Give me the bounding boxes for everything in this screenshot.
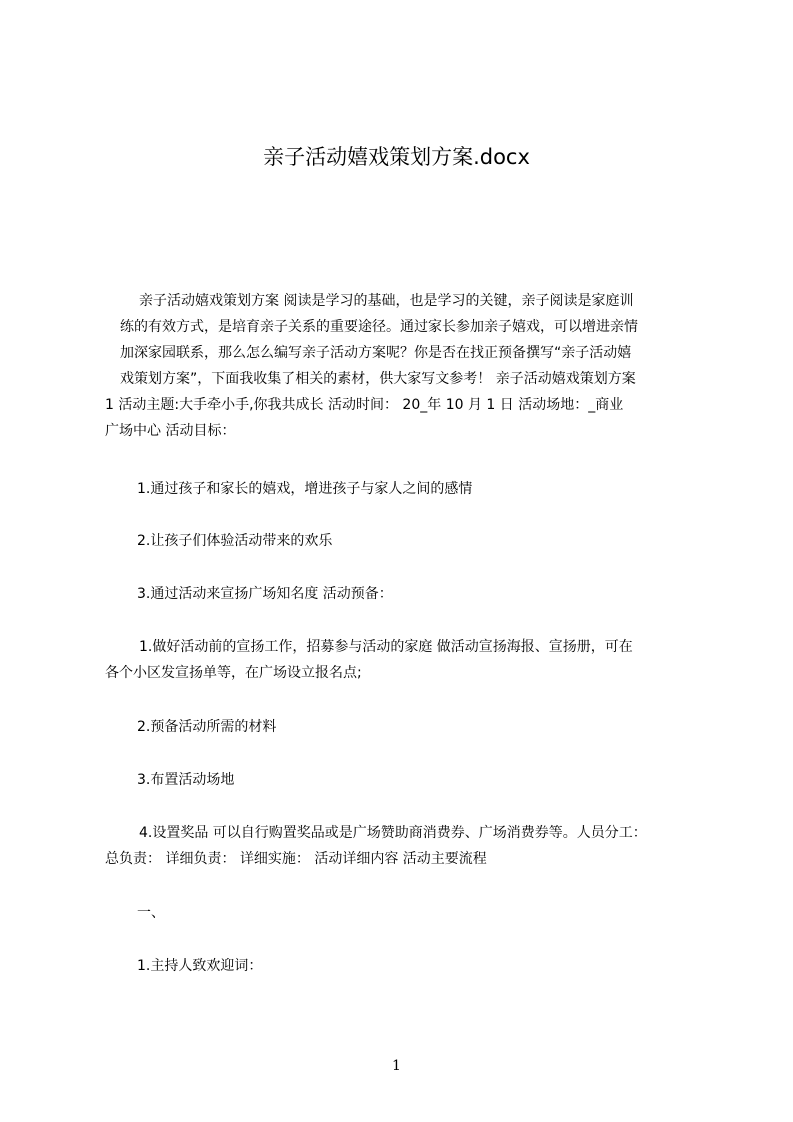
paragraph-line: 1.做好活动前的宣扬工作，招募参与活动的家庭 做活动宣扬海报、宣扬册，可在 bbox=[139, 639, 633, 655]
paragraph-line: 1 活动主题:大手牵小手,你我共成长 活动时间： 20_年 10 月 1 日 活动场地：_商业 bbox=[105, 397, 624, 413]
paragraph-line: 亲子活动嬉戏策划方案 阅读是学习的基础，也是学习的关键，亲子阅读是家庭训 bbox=[139, 293, 634, 309]
goal-item-1: 1.通过孩子和家长的嬉戏，增进孩子与家人之间的感情 bbox=[137, 481, 473, 497]
paragraph-line: 练的有效方式，是培育亲子关系的重要途径。通过家长参加亲子嬉戏，可以增进亲情 bbox=[120, 319, 638, 335]
host-welcome-item: 1.主持人致欢迎词： bbox=[137, 958, 263, 974]
goal-item-3: 3.通过活动来宣扬广场知名度 活动预备： bbox=[137, 586, 393, 602]
goal-item-2: 2.让孩子们体验活动带来的欢乐 bbox=[137, 533, 333, 549]
paragraph-line: 总负责： 详细负责： 详细实施： 活动详细内容 活动主要流程 bbox=[105, 851, 487, 867]
prep-item-2: 2.预备活动所需的材料 bbox=[137, 719, 277, 735]
paragraph-line: 各个小区发宣扬单等，在广场设立报名点; bbox=[105, 665, 362, 681]
page-number: 1 bbox=[392, 1058, 401, 1074]
paragraph-line: 广场中心 活动目标： bbox=[105, 423, 236, 439]
paragraph-line: 4.设置奖品 可以自行购置奖品或是广场赞助商消费券、广场消费券等。人员分工： bbox=[139, 825, 647, 841]
paragraph-line: 加深家园联系，那么怎么编写亲子活动方案呢？你是否在找正预备撰写“亲子活动嬉 bbox=[120, 345, 632, 361]
section-heading: 一、 bbox=[137, 905, 165, 921]
paragraph-line: 戏策划方案”，下面我收集了相关的素材，供大家写文参考！ 亲子活动嬉戏策划方案 bbox=[120, 371, 636, 387]
document-title: 亲子活动嬉戏策划方案.docx bbox=[263, 145, 530, 169]
prep-item-3: 3.布置活动场地 bbox=[137, 772, 235, 788]
